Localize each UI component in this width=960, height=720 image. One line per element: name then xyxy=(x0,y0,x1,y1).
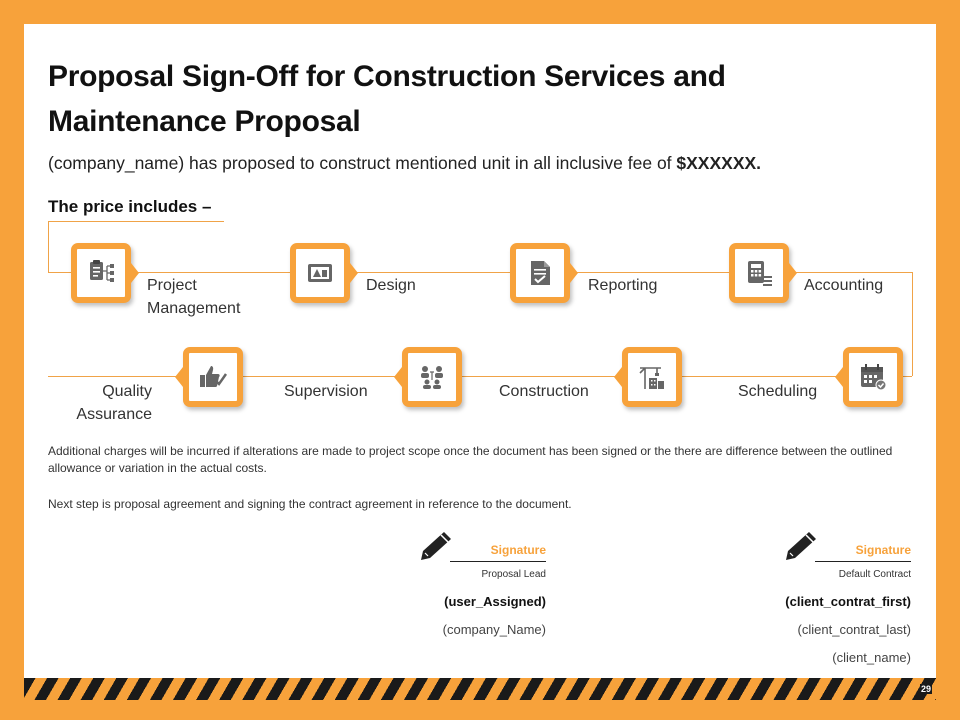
crane-building-icon xyxy=(637,362,667,392)
supervision-box xyxy=(402,347,462,407)
intro-text xyxy=(48,153,908,174)
quality-assurance-label: Quality Assurance xyxy=(76,383,152,423)
project-management-box xyxy=(71,243,131,303)
signature-label: Signature xyxy=(855,543,911,557)
calendar-check-icon xyxy=(858,362,888,392)
signer-role: Default Contract xyxy=(838,569,911,580)
fee-amount: $XXXXXX. xyxy=(676,153,762,173)
supervision-label: Supervision xyxy=(284,383,368,400)
client-name: (client_name) xyxy=(832,650,911,665)
quality-assurance-box xyxy=(183,347,243,407)
pointer-arrow xyxy=(570,263,578,283)
pen-signature-icon xyxy=(783,530,819,562)
pointer-arrow xyxy=(394,367,402,387)
additional-charges-note: Additional charges will be incurred if alterations are made to project scope once the document has been signed or the there are difference between the outlined allowance or variation in the actual costs. xyxy=(48,444,893,475)
construction-box xyxy=(622,347,682,407)
calculator-icon xyxy=(744,258,774,288)
intro-sentence: (company_name) has proposed to construct mentioned unit in all inclusive fee of xyxy=(48,153,677,173)
report-document-icon xyxy=(525,258,555,288)
includes-heading: The price includes – xyxy=(48,197,212,216)
accounting-box xyxy=(729,243,789,303)
signature-line xyxy=(815,561,911,562)
next-step-note: Next step is proposal agreement and signing the contract agreement in reference to the document. xyxy=(48,497,572,511)
scheduling-box xyxy=(843,347,903,407)
signer-role: Proposal Lead xyxy=(481,569,546,580)
connector-heading-underline xyxy=(48,221,224,222)
page-number: 29 xyxy=(921,684,932,694)
pointer-arrow xyxy=(614,367,622,387)
blueprint-icon xyxy=(305,258,335,288)
signer-name: (user_Assigned) xyxy=(444,594,546,609)
clipboard-hierarchy-icon xyxy=(86,258,116,288)
client-contract-first: (client_contrat_first) xyxy=(785,594,911,609)
reporting-box xyxy=(510,243,570,303)
scheduling-label: Scheduling xyxy=(738,383,818,400)
pointer-arrow xyxy=(131,263,139,283)
pen-signature-icon xyxy=(418,530,454,562)
client-contract-last: (client_contrat_last) xyxy=(797,622,911,637)
design-label: Design xyxy=(366,277,416,294)
signature-label: Signature xyxy=(490,543,546,557)
connector-right-drop xyxy=(912,272,913,376)
signer-company: (company_Name) xyxy=(442,622,546,637)
pointer-arrow xyxy=(175,367,183,387)
project-management-label: Project Management xyxy=(147,277,241,317)
design-box xyxy=(290,243,350,303)
pointer-arrow xyxy=(789,263,797,283)
thumbs-up-check-icon xyxy=(198,362,228,392)
pointer-arrow xyxy=(350,263,358,283)
pointer-arrow xyxy=(835,367,843,387)
reporting-label: Reporting xyxy=(588,277,658,294)
hazard-stripe-footer xyxy=(24,678,936,700)
page-title: Proposal Sign-Off for Construction Services and Maintenance Proposal xyxy=(48,60,726,138)
team-supervision-icon xyxy=(417,362,447,392)
signature-line xyxy=(450,561,546,562)
connector-left-drop xyxy=(48,221,49,273)
accounting-label: Accounting xyxy=(804,277,884,294)
construction-label: Construction xyxy=(499,383,589,400)
